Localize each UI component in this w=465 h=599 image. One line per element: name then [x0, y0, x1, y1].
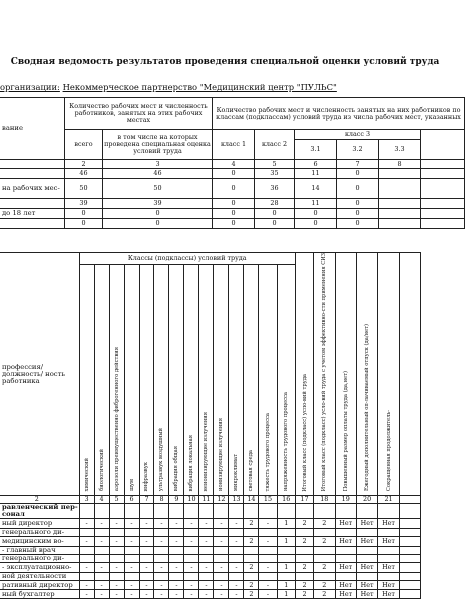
table-cell — [378, 504, 399, 519]
table-cell — [124, 573, 139, 581]
table-cell: - — [139, 590, 154, 599]
table-cell — [244, 573, 259, 581]
table-cell — [184, 547, 199, 555]
table-cell — [169, 529, 184, 537]
class2-header: класс 2 — [255, 130, 295, 160]
table-cell: Нет — [356, 563, 377, 573]
table-cell: - — [259, 581, 277, 590]
table-row — [0, 547, 464, 555]
additional-leave-header: Ежегодный дополнительный оп-лачиваемый отпуск (да/нет) — [364, 324, 371, 492]
subclass-3-1: 3.1 — [295, 140, 337, 160]
table-cell: 2 — [314, 581, 335, 590]
table-row: 0 0 0 0 0 0 — [0, 219, 465, 229]
table-cell — [214, 529, 229, 537]
table-cell: - — [94, 563, 109, 573]
table-cell: 2 — [295, 590, 313, 599]
table-cell: Нет — [378, 590, 399, 599]
table-cell: - — [124, 590, 139, 599]
table-cell — [259, 504, 277, 519]
table-row: на рабочих мес- 50 50 0 36 14 0 — [0, 179, 465, 199]
table-cell — [229, 529, 244, 537]
table-cell: Нет — [356, 519, 377, 529]
table-cell — [79, 547, 94, 555]
table-cell: - — [124, 537, 139, 547]
final-class-header: Итоговый класс (подкласс) усло-вий труда — [301, 373, 308, 492]
table-cell — [214, 547, 229, 555]
table-cell: Нет — [335, 537, 356, 547]
table-cell: - — [229, 537, 244, 547]
table-cell: - — [79, 590, 94, 599]
table-cell — [378, 529, 399, 537]
table-cell — [94, 573, 109, 581]
table-cell: 2 — [244, 563, 259, 573]
table-cell — [277, 573, 295, 581]
table-cell: - — [169, 563, 184, 573]
table-cell: - — [184, 537, 199, 547]
table-cell: - — [139, 581, 154, 590]
table-cell: 1 — [277, 563, 295, 573]
table-cell — [335, 573, 356, 581]
table-cell — [229, 573, 244, 581]
table-cell — [169, 504, 184, 519]
factor-header: микроклимат — [233, 454, 240, 492]
table-cell: 1 — [277, 590, 295, 599]
reduced-hours-header: Сокращенная продолжитель- — [385, 410, 392, 492]
table-cell — [109, 504, 124, 519]
table-cell: - — [79, 563, 94, 573]
table-cell: - — [184, 563, 199, 573]
factor-header: инфразвук — [143, 461, 150, 492]
table-cell — [79, 529, 94, 537]
table-cell — [229, 555, 244, 563]
position-name: ный бухгалтер — [0, 590, 79, 599]
position-name: - эксплуатационно- — [0, 563, 79, 573]
table-cell — [199, 529, 214, 537]
table-cell: - — [184, 581, 199, 590]
table-cell: 2 — [244, 590, 259, 599]
table-cell — [214, 504, 229, 519]
table-cell — [356, 547, 377, 555]
organization-name: Некоммерческое партнерство "Медицинский центр "ПУЛЬС" — [62, 82, 337, 92]
table-cell: - — [214, 537, 229, 547]
position-name: ративный директор — [0, 581, 79, 590]
class1-header: класс 1 — [213, 130, 255, 160]
table-row: до 18 лет 0 0 0 0 0 0 — [0, 209, 465, 219]
table-cell — [94, 547, 109, 555]
table-cell — [184, 504, 199, 519]
factor-header: неионизирующие излучения — [203, 411, 210, 492]
table-cell — [214, 555, 229, 563]
table-cell: - — [169, 537, 184, 547]
table-cell: - — [229, 563, 244, 573]
table-cell — [94, 529, 109, 537]
table-cell: Нет — [356, 537, 377, 547]
table-cell — [277, 555, 295, 563]
table-cell: - — [124, 519, 139, 529]
table-cell — [139, 573, 154, 581]
table-cell: - — [79, 581, 94, 590]
table-row — [0, 537, 464, 547]
position-name: - главный врач — [0, 547, 79, 555]
table-cell: - — [79, 537, 94, 547]
table-cell — [94, 504, 109, 519]
table-cell — [229, 547, 244, 555]
table-row — [0, 590, 464, 599]
table-cell — [139, 504, 154, 519]
table-cell — [169, 555, 184, 563]
table-row: 46 46 0 35 11 0 — [0, 169, 465, 179]
table-cell — [259, 573, 277, 581]
table-cell — [244, 547, 259, 555]
table-cell: - — [214, 563, 229, 573]
factor-header: химический — [83, 457, 90, 492]
table-cell — [154, 529, 169, 537]
position-name: генерального ди- — [0, 529, 79, 537]
table-cell: - — [214, 581, 229, 590]
table-cell: - — [94, 537, 109, 547]
table-cell: - — [199, 537, 214, 547]
table-cell — [94, 555, 109, 563]
table-cell: 2 — [295, 581, 313, 590]
table-cell: - — [124, 581, 139, 590]
factor-header: напряженность трудового процесса — [283, 392, 290, 492]
table-cell: Нет — [335, 519, 356, 529]
table-cell: - — [259, 563, 277, 573]
table-cell: - — [199, 519, 214, 529]
table-cell: - — [154, 519, 169, 529]
table-cell — [139, 547, 154, 555]
table-cell: - — [259, 519, 277, 529]
factor-header: вибрация локальная — [188, 435, 195, 492]
table-cell — [244, 504, 259, 519]
table-cell: - — [154, 537, 169, 547]
factor-header: тяжесть трудового процесса — [264, 412, 271, 492]
table-cell: Нет — [378, 563, 399, 573]
table-cell: 2 — [295, 537, 313, 547]
table-cell — [109, 555, 124, 563]
workplaces-group-header: Количество рабочих мест и численность работников, занятых на этих рабочих местах — [65, 98, 213, 130]
table-cell: - — [109, 537, 124, 547]
table-row — [0, 563, 464, 573]
table-cell: 2 — [244, 519, 259, 529]
table-cell — [356, 529, 377, 537]
table-cell: - — [109, 590, 124, 599]
table-cell — [295, 504, 313, 519]
position-name: генерального ди- — [0, 555, 79, 563]
table-cell: - — [154, 563, 169, 573]
row-header: вание — [0, 98, 65, 160]
table-cell — [199, 504, 214, 519]
table-cell: - — [214, 519, 229, 529]
table-row — [0, 581, 464, 590]
table-cell — [229, 504, 244, 519]
column-numbers-row: 2 3 4 5 6 7 8 — [0, 160, 465, 169]
table-cell: 2 — [244, 537, 259, 547]
table-row — [0, 529, 464, 537]
table-cell — [356, 573, 377, 581]
increased-pay-header: Повышенный размер оплаты труда (да,нет) — [342, 371, 349, 492]
table-cell — [314, 504, 335, 519]
table-cell — [314, 573, 335, 581]
document-title: Сводная ведомость результатов проведения специальной оценки условий труда — [10, 57, 440, 67]
table-cell — [184, 573, 199, 581]
table-cell — [154, 504, 169, 519]
table-cell: - — [109, 581, 124, 590]
table-cell — [109, 547, 124, 555]
subclass-3-3: 3.3 — [379, 140, 421, 160]
final-class-siz-header: Итоговый класс (подкласс) усло-вий труда с учетом эффективно-сти применения СИЗ — [321, 253, 328, 492]
table-cell — [335, 504, 356, 519]
table-cell: - — [259, 537, 277, 547]
table-cell — [109, 529, 124, 537]
table-cell: - — [139, 537, 154, 547]
table-cell — [169, 547, 184, 555]
table-cell — [295, 555, 313, 563]
table-cell: - — [94, 590, 109, 599]
table-cell: - — [199, 581, 214, 590]
table-cell: - — [154, 581, 169, 590]
total-header: всего — [65, 130, 103, 160]
column-numbers-row: 2 3 4 5 6 7 8 9 10 11 12 13 14 15 16 17 18 19 20 21 — [0, 496, 464, 504]
table-cell — [356, 555, 377, 563]
table-cell: 2 — [295, 563, 313, 573]
summary-table — [0, 97, 465, 229]
table-cell: - — [214, 590, 229, 599]
table-cell — [184, 529, 199, 537]
table-cell — [277, 529, 295, 537]
table-cell — [79, 573, 94, 581]
table-cell — [295, 529, 313, 537]
table-cell: - — [229, 581, 244, 590]
table-cell: - — [229, 590, 244, 599]
table-cell — [124, 547, 139, 555]
table-cell: 2 — [244, 581, 259, 590]
table-cell: 2 — [295, 519, 313, 529]
position-name: равленческий пер-сонал — [0, 504, 79, 519]
workplace-table — [0, 252, 464, 599]
table-cell: - — [199, 590, 214, 599]
table-cell: - — [229, 519, 244, 529]
table-cell — [199, 555, 214, 563]
table-cell — [79, 555, 94, 563]
table-cell: - — [139, 519, 154, 529]
table-row: 39 39 0 28 11 0 — [0, 199, 465, 209]
factor-header: аэрозоли преимущественно фиброгенного действия — [113, 347, 120, 492]
table-cell: 2 — [314, 537, 335, 547]
table-cell — [277, 504, 295, 519]
table-cell — [314, 555, 335, 563]
table-cell: - — [154, 590, 169, 599]
table-cell: - — [184, 519, 199, 529]
table-cell — [124, 529, 139, 537]
table-cell — [169, 573, 184, 581]
table-cell — [139, 555, 154, 563]
table-cell: - — [169, 590, 184, 599]
table-cell — [139, 529, 154, 537]
table-cell — [295, 573, 313, 581]
table-row — [0, 573, 464, 581]
position-name: ный директор — [0, 519, 79, 529]
table-cell — [277, 547, 295, 555]
table-cell: - — [124, 563, 139, 573]
table-cell: - — [109, 563, 124, 573]
table-cell — [259, 547, 277, 555]
table-cell — [124, 555, 139, 563]
table-cell — [199, 547, 214, 555]
table-cell: Нет — [335, 563, 356, 573]
table-cell — [378, 555, 399, 563]
table-cell: 1 — [277, 581, 295, 590]
table-cell — [244, 529, 259, 537]
table-cell — [335, 547, 356, 555]
table-cell — [314, 547, 335, 555]
assessed-header: в том числе на которых проведена специальная оценка условий труда — [103, 130, 213, 160]
table-cell: - — [259, 590, 277, 599]
table-cell: - — [94, 581, 109, 590]
factor-header: биологический — [98, 449, 105, 492]
table-row — [0, 504, 464, 519]
table-cell — [214, 573, 229, 581]
table-cell: Нет — [378, 581, 399, 590]
subclass-3-2: 3.2 — [337, 140, 379, 160]
table-cell — [184, 555, 199, 563]
factor-header: вибрация общая — [173, 446, 180, 492]
organization-label: организации: — [0, 82, 60, 92]
table-cell — [356, 504, 377, 519]
table-cell: Нет — [335, 590, 356, 599]
table-cell — [259, 555, 277, 563]
table-cell — [199, 573, 214, 581]
position-name: ной деятельности — [0, 573, 79, 581]
table-cell: - — [184, 590, 199, 599]
table-cell — [154, 573, 169, 581]
table-cell: - — [79, 519, 94, 529]
table-cell: Нет — [356, 590, 377, 599]
classes-group-header: Количество рабочих мест и численность занятых на них работников по классам (подклассам) условий труда из числа рабочих мест, указанных — [213, 98, 465, 130]
class3-header: класс 3 — [295, 130, 421, 140]
table-cell — [378, 573, 399, 581]
table-cell — [109, 573, 124, 581]
table-cell: - — [199, 563, 214, 573]
table-cell — [335, 529, 356, 537]
position-name: медицинским во- — [0, 537, 79, 547]
factor-header: ультразвук воздушный — [158, 428, 165, 492]
table-cell: - — [94, 519, 109, 529]
factor-header: световая среда — [248, 449, 255, 492]
table-cell: 2 — [314, 519, 335, 529]
table-cell: Нет — [356, 581, 377, 590]
table-row — [0, 555, 464, 563]
table-cell — [154, 555, 169, 563]
table-cell — [335, 555, 356, 563]
position-header: профессия/ должность/ ность работника — [0, 253, 79, 496]
table-cell: Нет — [378, 519, 399, 529]
table-cell — [79, 504, 94, 519]
table-cell: 2 — [314, 563, 335, 573]
table-cell: - — [169, 519, 184, 529]
table-cell: Нет — [335, 581, 356, 590]
table-cell: 2 — [314, 590, 335, 599]
table-cell: 1 — [277, 537, 295, 547]
table-cell: Нет — [378, 537, 399, 547]
table-cell — [244, 555, 259, 563]
table-cell — [295, 547, 313, 555]
table-cell: 1 — [277, 519, 295, 529]
table-cell — [124, 504, 139, 519]
table-cell — [259, 529, 277, 537]
factor-header: ионизирующие излучения — [218, 418, 225, 492]
table-cell — [378, 547, 399, 555]
table-cell — [314, 529, 335, 537]
table-cell: - — [109, 519, 124, 529]
classes-header: Классы (подклассы) условий труда — [79, 253, 295, 265]
factor-header: шум — [128, 479, 135, 492]
table-cell — [154, 547, 169, 555]
table-cell: - — [139, 563, 154, 573]
organization-line — [0, 82, 337, 92]
table-row — [0, 519, 464, 529]
table-cell: - — [169, 581, 184, 590]
